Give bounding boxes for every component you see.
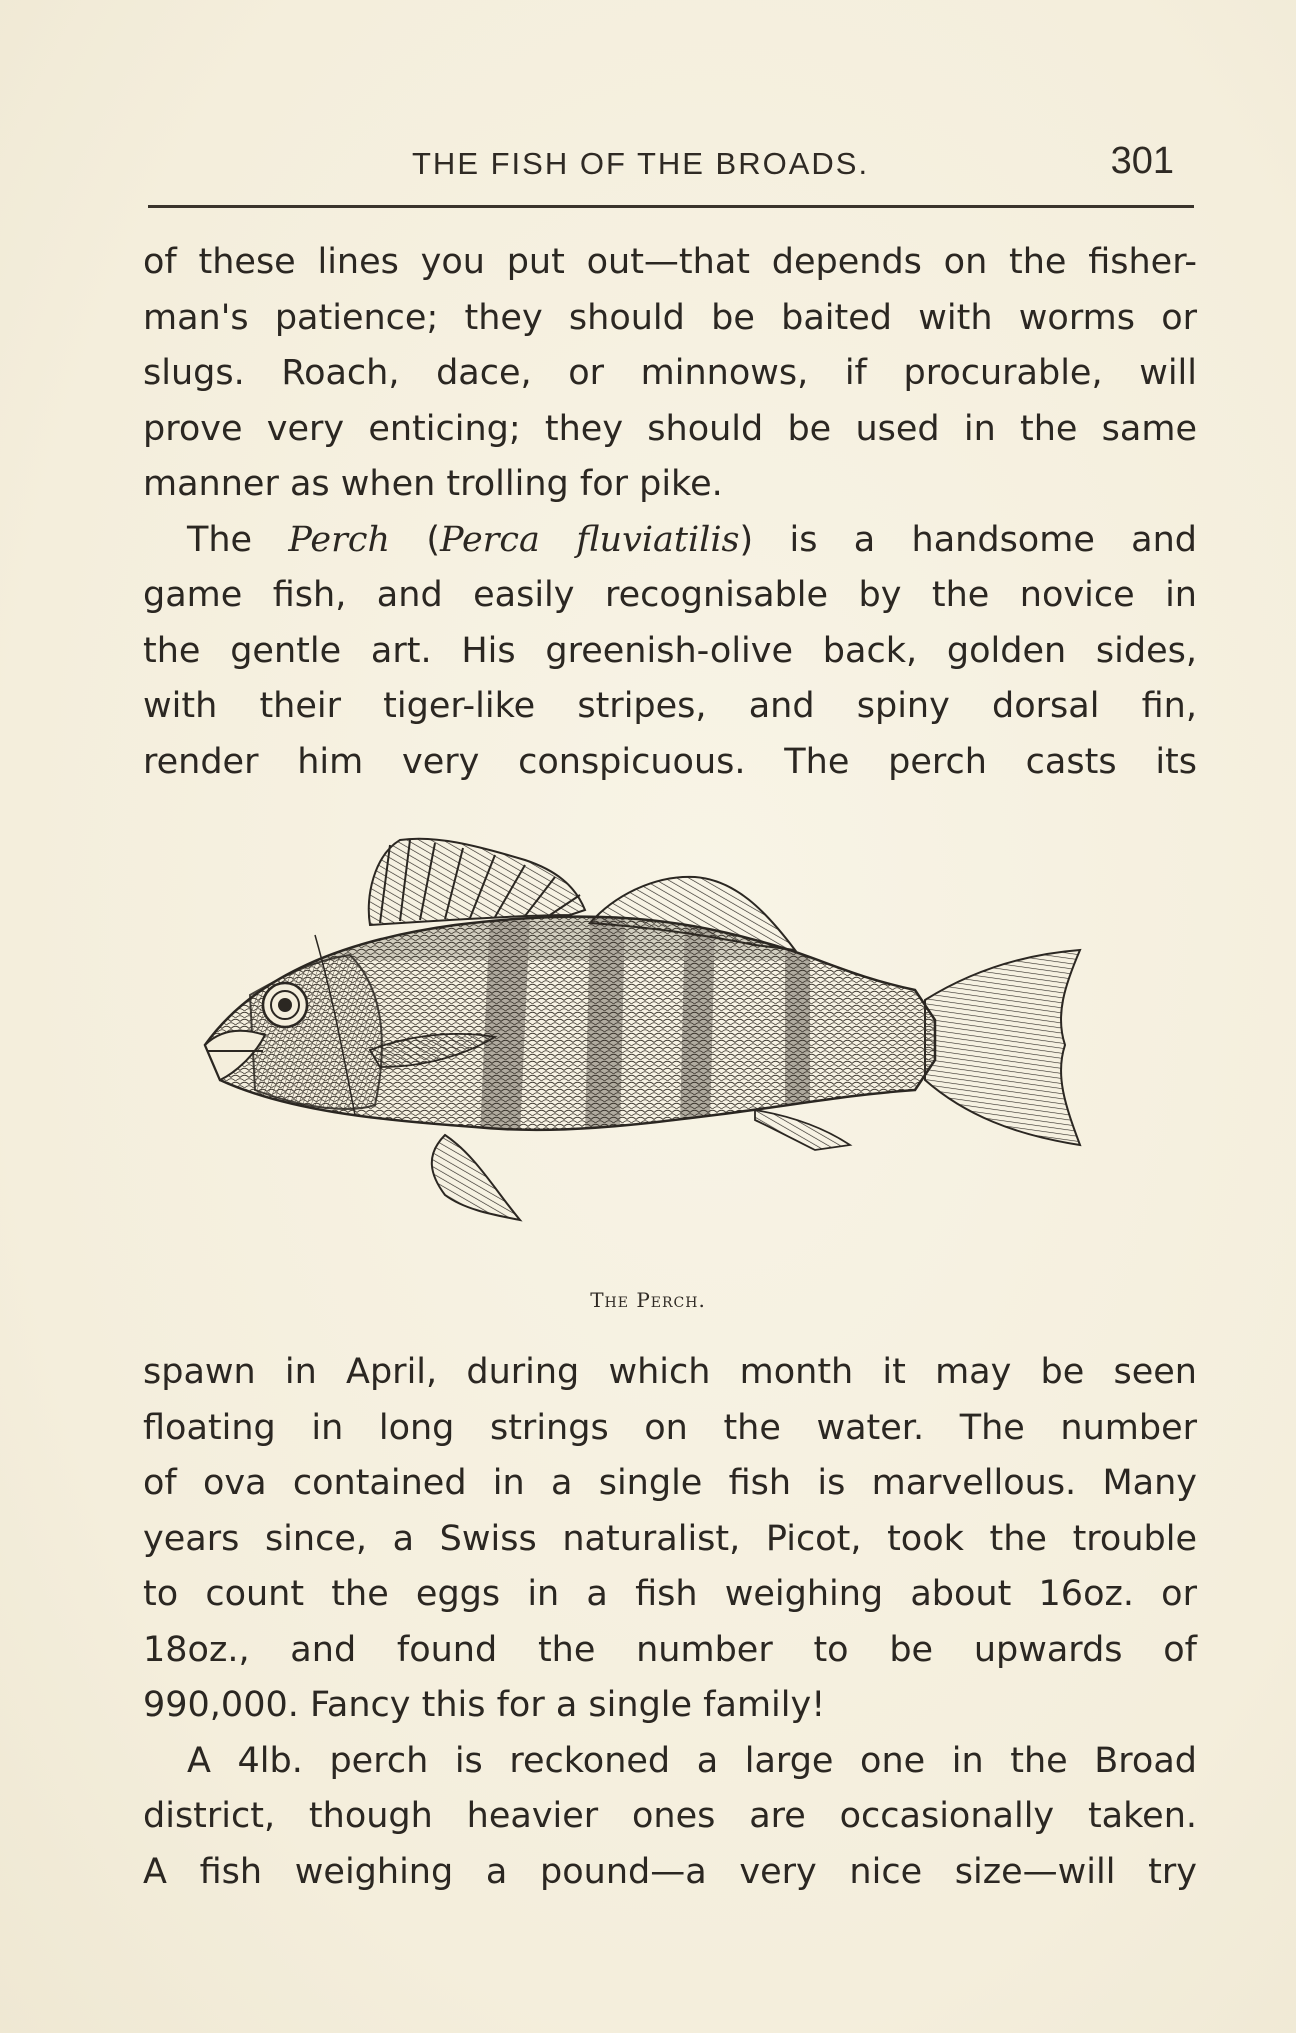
header-rule [148,205,1194,208]
page-number: 301 [1110,140,1174,182]
common-name: Perch [288,519,390,560]
text-line: game fish, and easily recognisable by the novice in [143,575,1197,615]
gill-cover [250,955,382,1109]
text-line: man's patience; they should be baited with worms or [143,297,1197,338]
text-run: The [187,519,289,560]
text-run: ) is a handsome and [739,519,1198,560]
text-run: ( [390,519,440,560]
figure-caption: The Perch. [590,1288,706,1312]
text-line: district, though heavier ones are occasionally taken. [143,1796,1197,1836]
upper-text [143,235,1197,790]
anal-fin [755,1110,850,1150]
text-line: spawn in April, during which month it may be seen [143,1352,1197,1392]
text-line: of these lines you put out—that depends on the fisher- [143,242,1197,282]
text-line: A 4lb. perch is reckoned a large one in the Broad [187,1740,1197,1781]
text-line: render him very conspicuous. The perch casts its [143,741,1197,782]
text-line: to count the eggs in a fish weighing about 16oz. or [143,1574,1197,1614]
paragraph-size [143,1734,1197,1901]
pelvic-fin [432,1135,520,1220]
fish-eye [263,983,307,1027]
running-head [146,140,1196,190]
paragraph-perch [143,513,1197,791]
paragraph-spawn [143,1345,1197,1734]
paragraph-continuation [143,235,1197,513]
text-line: 18oz., and found the number to be upwards of [143,1629,1197,1670]
text-line: A fish weighing a pound—a very nice size—will try [143,1851,1197,1892]
text-line: of ova contained in a single fish is marvellous. Many [143,1463,1197,1503]
perch-illustration [195,815,1130,1270]
lower-text [143,1345,1197,1900]
text-line: slugs. Roach, dace, or minnows, if procurable, will [143,353,1197,393]
latin-name: Perca fluviatilis [439,519,740,560]
text-line: floating in long strings on the water. The number [143,1407,1197,1448]
text-line [143,513,1197,569]
text-line: the gentle art. His greenish-olive back, golden sides, [143,630,1197,671]
text-line: prove very enticing; they should be used in the same [143,408,1197,449]
running-title: THE FISH OF THE BROADS. [412,146,870,181]
text-line: years since, a Swiss naturalist, Picot, took the trouble [143,1518,1197,1559]
tail-fin [925,950,1080,1145]
text-line: manner as when trolling for pike. [143,464,723,504]
text-line: with their tiger-like stripes, and spiny dorsal fin, [143,686,1197,726]
text-line: 990,000. Fancy this for a single family! [143,1685,826,1725]
